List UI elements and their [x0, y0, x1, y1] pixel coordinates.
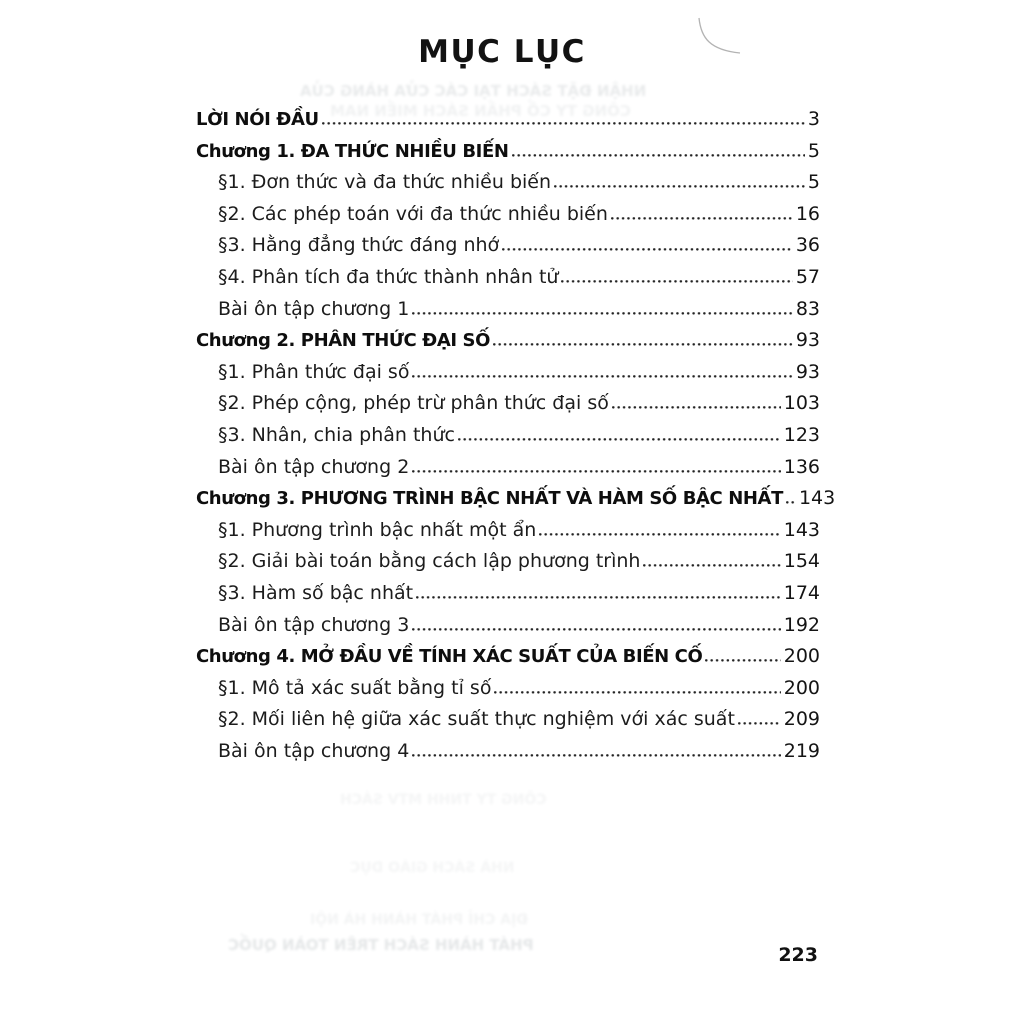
- toc-entry: [196, 361, 820, 393]
- page-curl-artifact: [680, 0, 810, 75]
- toc-entry-label: §2. Phép cộng, phép trừ phân thức đại số: [218, 392, 609, 415]
- toc-entry-page: 5: [807, 139, 820, 162]
- toc-entry: [196, 740, 820, 772]
- toc-entry-page: 123: [783, 423, 820, 446]
- page-title: MỤC LỤC: [418, 34, 586, 70]
- toc-entry-label: Chương 1. ĐA THỨC NHIỀU BIẾN: [196, 140, 509, 162]
- toc-entry: [196, 266, 820, 298]
- toc-entry-label: Bài ôn tập chương 2: [218, 455, 410, 478]
- leader-dots: [611, 217, 793, 220]
- leader-dots: [612, 406, 781, 409]
- leader-dots: [412, 754, 780, 757]
- toc-entry-label: §3. Hằng đẳng thức đáng nhớ: [218, 234, 500, 257]
- toc-entry-label: Chương 4. MỞ ĐẦU VỀ TÍNH XÁC SUẤT CỦA BIẾN CỐ: [196, 646, 703, 668]
- toc-entry: [196, 614, 820, 646]
- toc-entry-page: 192: [783, 613, 820, 636]
- toc-entry-page: 3: [807, 108, 820, 130]
- leader-dots: [738, 722, 781, 725]
- page-number: 223: [778, 944, 818, 966]
- toc-entry: [196, 677, 820, 709]
- toc-entry-page: 143: [798, 487, 836, 510]
- toc-entry-page: 154: [783, 550, 820, 573]
- toc-entry-page: 5: [807, 171, 820, 194]
- show-through-text: ĐỊA CHỈ PHÁT HÀNH HÀ NỘI: [310, 912, 528, 928]
- toc-entry-label: Bài ôn tập chương 4: [218, 739, 410, 762]
- toc-entry: [196, 550, 820, 582]
- toc-entry-page: 200: [783, 676, 820, 699]
- toc-entry: [196, 456, 820, 488]
- toc-entry-page: 143: [783, 518, 820, 541]
- leader-dots: [458, 438, 781, 441]
- show-through-text: NHÀ SÁCH GIÁO DỤC: [350, 860, 515, 876]
- toc-entry-label: Chương 3. PHƯƠNG TRÌNH BẬC NHẤT VÀ HÀM SỐ BẬC NHẤT: [196, 488, 783, 510]
- leader-dots: [322, 122, 805, 125]
- toc-entry: [196, 424, 820, 456]
- toc-entry-label: §2. Các phép toán với đa thức nhiều biến: [218, 202, 608, 225]
- toc-entry-label: LỜI NÓI ĐẦU: [196, 109, 319, 130]
- toc-entry: [196, 108, 820, 140]
- leader-dots: [412, 470, 780, 473]
- leader-dots: [494, 691, 780, 694]
- toc-entry-label: §1. Mô tả xác suất bằng tỉ số: [218, 676, 492, 699]
- leader-dots: [554, 185, 805, 188]
- show-through-text: CÔNG TY CỔ PHẦN SÁCH MIỀN NAM: [330, 102, 631, 120]
- toc-entry: [196, 392, 820, 424]
- show-through-text: NHẬN ĐẶT SÁCH TẠI CÁC CỬA HÀNG CỦA: [300, 82, 647, 100]
- toc-entry: [196, 519, 820, 551]
- toc-entry-page: 83: [795, 297, 820, 320]
- leader-dots: [512, 154, 805, 157]
- toc-entry-label: §2. Mối liên hệ giữa xác suất thực nghiệm với xác suất: [218, 708, 735, 731]
- toc-entry-label: §3. Nhân, chia phân thức: [218, 423, 455, 446]
- toc-entry-label: Chương 2. PHÂN THỨC ĐẠI SỐ: [196, 330, 491, 352]
- leader-dots: [643, 564, 780, 567]
- toc-entry: [196, 140, 820, 172]
- leader-dots: [412, 628, 780, 631]
- toc-entry: [196, 329, 820, 361]
- toc-entry-label: Bài ôn tập chương 1: [218, 297, 410, 320]
- leader-dots: [412, 312, 793, 315]
- toc-entry-page: 209: [783, 708, 820, 731]
- toc-entry: [196, 298, 820, 330]
- toc-entry-page: 136: [783, 455, 820, 478]
- show-through-text: CÔNG TY TNHH MTV SÁCH: [340, 792, 547, 808]
- toc-entry-page: 219: [783, 739, 820, 762]
- table-of-contents: [196, 108, 836, 771]
- toc-entry-label: Bài ôn tập chương 3: [218, 613, 410, 636]
- leader-dots: [493, 343, 793, 346]
- leader-dots: [502, 248, 793, 251]
- leader-dots: [786, 501, 796, 504]
- leader-dots: [416, 596, 781, 599]
- toc-entry-label: §3. Hàm số bậc nhất: [218, 581, 414, 604]
- toc-entry-page: 16: [795, 202, 820, 225]
- toc-entry-page: 200: [783, 645, 820, 668]
- leader-dots: [412, 375, 792, 378]
- toc-entry-page: 93: [795, 329, 820, 352]
- toc-entry-label: §1. Đơn thức và đa thức nhiều biến: [218, 171, 552, 194]
- toc-entry: [196, 582, 820, 614]
- leader-dots: [561, 280, 792, 283]
- toc-entry: [196, 171, 820, 203]
- toc-entry-label: §4. Phân tích đa thức thành nhân tử: [218, 265, 559, 288]
- toc-entry: [196, 487, 836, 519]
- show-through-text: PHÁT HÀNH SÁCH TRÊN TOÀN QUỐC: [228, 936, 534, 954]
- leader-dots: [539, 533, 780, 536]
- toc-entry-label: §1. Phương trình bậc nhất một ẩn: [218, 518, 537, 541]
- toc-entry-page: 174: [783, 581, 820, 604]
- toc-entry: [196, 203, 820, 235]
- toc-entry-page: 103: [783, 392, 820, 415]
- toc-entry: [196, 708, 820, 740]
- toc-entry-label: §1. Phân thức đại số: [218, 360, 410, 383]
- leader-dots: [705, 659, 780, 662]
- toc-entry: [196, 645, 820, 677]
- toc-entry-page: 57: [795, 265, 820, 288]
- toc-entry: [196, 234, 820, 266]
- toc-entry-page: 93: [795, 360, 820, 383]
- toc-entry-label: §2. Giải bài toán bằng cách lập phương trình: [218, 550, 641, 573]
- toc-entry-page: 36: [795, 234, 820, 257]
